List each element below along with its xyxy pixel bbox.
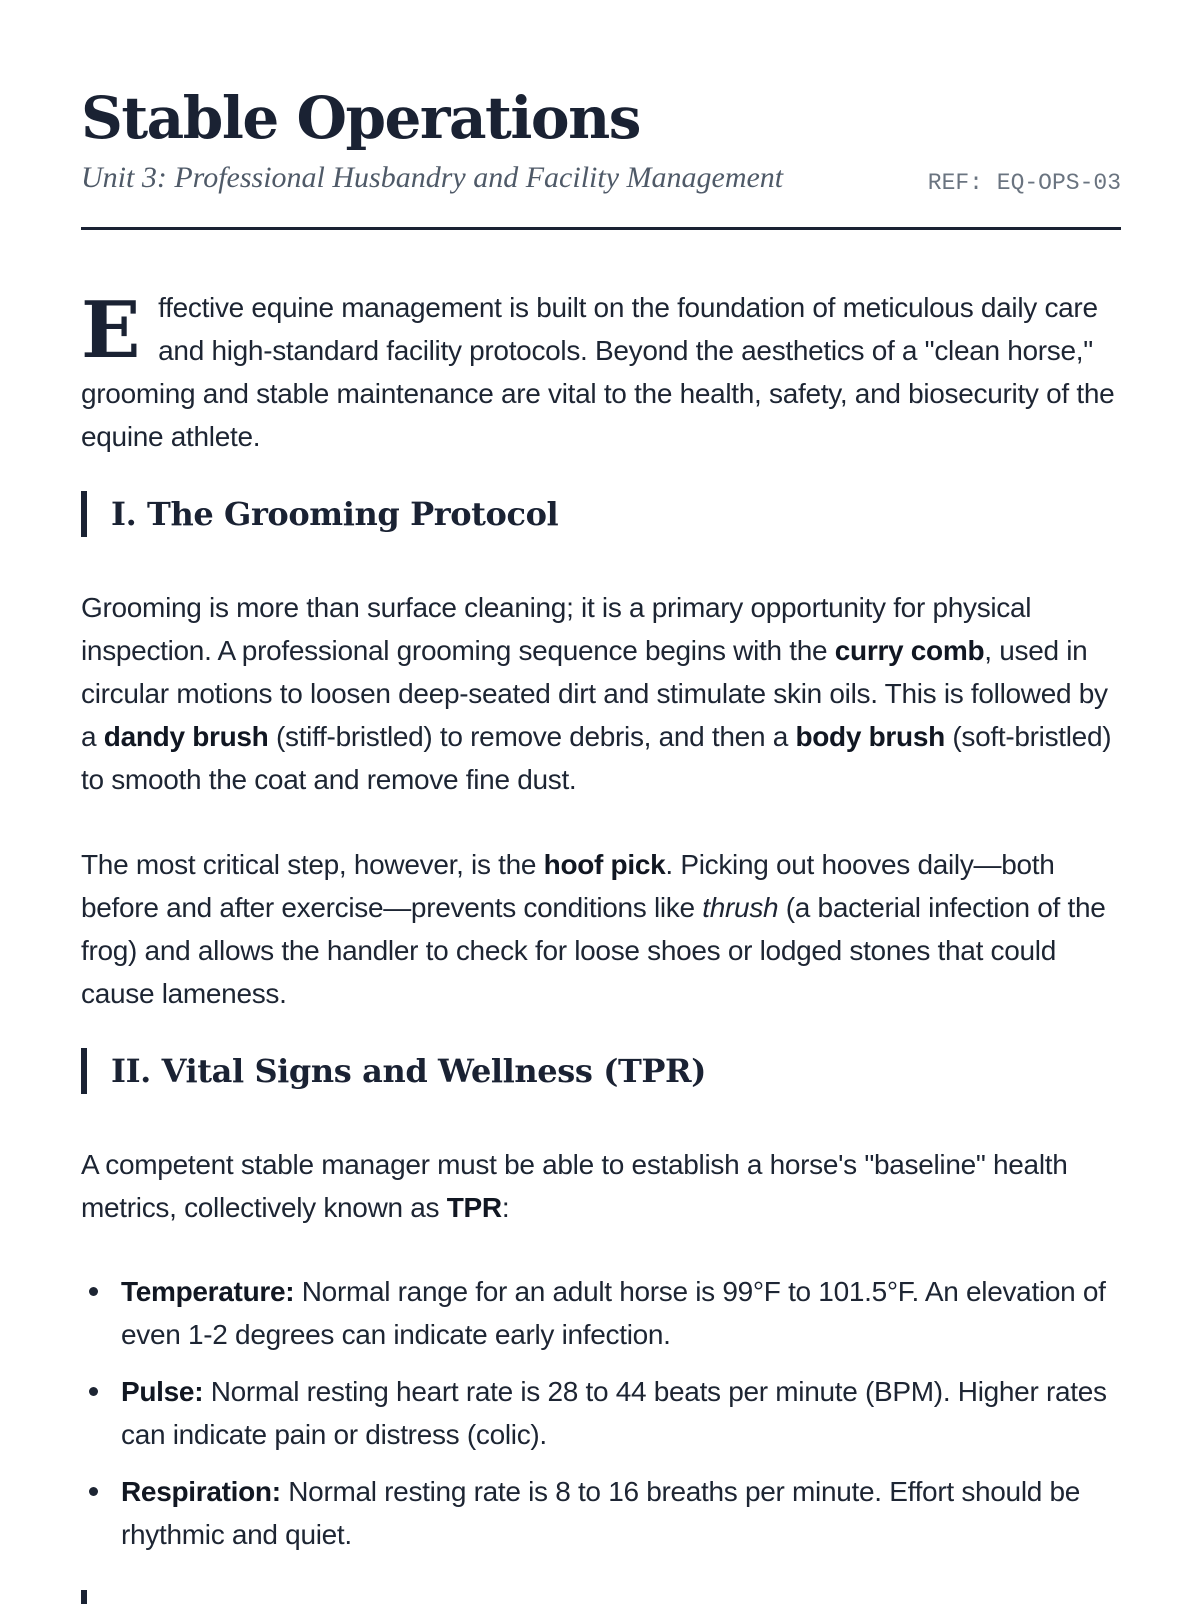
bullet-text: Normal resting heart rate is 28 to 44 beats per minute (BPM). Higher rates can indicate pain or distress (colic). bbox=[121, 1376, 1107, 1450]
header-divider bbox=[81, 227, 1121, 230]
text-run: Grooming is more than surface cleaning; it is a primary opportunity for physical inspection. A professional grooming sequence begins with the bbox=[81, 592, 1032, 666]
text-run: (soft-bristled) to smooth the coat and remove fine dust. bbox=[81, 721, 1112, 795]
bullet-label: Temperature: bbox=[121, 1276, 295, 1307]
term-curry-comb: curry comb bbox=[834, 635, 985, 666]
term-body-brush: body brush bbox=[795, 721, 945, 752]
tpr-intro-paragraph bbox=[81, 1143, 1121, 1229]
text-run: , used in circular motions to loosen deep-seated dirt and stimulate skin oils. This is followed by a bbox=[81, 635, 1108, 752]
tpr-bullet-list bbox=[81, 1270, 1121, 1570]
term-thrush: thrush bbox=[702, 892, 779, 923]
text-run: (a bacterial infection of the frog) and allows the handler to check for loose shoes or lodged stones that could cause lameness. bbox=[81, 892, 1106, 1009]
bullet-text: Normal resting rate is 8 to 16 breaths per minute. Effort should be rhythmic and quiet. bbox=[121, 1476, 1081, 1550]
reference-code: REF: EQ-OPS-03 bbox=[927, 170, 1121, 196]
section-heading-grooming: I. The Grooming Protocol bbox=[81, 491, 558, 537]
text-run: A competent stable manager must be able to establish a horse's "baseline" health metrics, collectively known as bbox=[81, 1149, 1068, 1223]
intro-text: ffective equine management is built on the foundation of meticulous daily care and high-standard facility protocols. Beyond the aesthetics of a "clean horse," grooming and stable maintenance are vital to the health, safety, and biosecurity of the equine athlete. bbox=[81, 292, 1115, 452]
term-tpr: TPR bbox=[446, 1192, 502, 1223]
text-run: . Picking out hooves daily—both before and after exercise—prevents conditions like bbox=[81, 849, 1055, 923]
term-dandy-brush: dandy brush bbox=[103, 721, 269, 752]
bullet-text: Normal range for an adult horse is 99°F to 101.5°F. An elevation of even 1-2 degrees can indicate early infection. bbox=[121, 1276, 1106, 1350]
list-item-temperature bbox=[81, 1270, 1121, 1356]
text-run: (stiff-bristled) to remove debris, and then a bbox=[268, 721, 796, 752]
intro-paragraph bbox=[81, 286, 1121, 458]
text-run: : bbox=[501, 1192, 510, 1223]
term-hoof-pick: hoof pick bbox=[543, 849, 666, 880]
grooming-paragraph-1 bbox=[81, 586, 1121, 801]
section-heading-vital-signs: II. Vital Signs and Wellness (TPR) bbox=[81, 1048, 706, 1094]
bullet-label: Respiration: bbox=[121, 1476, 281, 1507]
list-item-respiration bbox=[81, 1470, 1121, 1556]
bullet-label: Pulse: bbox=[121, 1376, 204, 1407]
grooming-paragraph-2 bbox=[81, 843, 1121, 1015]
page-subtitle: Unit 3: Professional Husbandry and Facility Management bbox=[81, 161, 784, 194]
next-section-accent-bar bbox=[81, 1590, 87, 1604]
text-run: The most critical step, however, is the bbox=[81, 849, 544, 880]
drop-cap: E bbox=[81, 285, 141, 376]
page-title: Stable Operations bbox=[81, 84, 640, 152]
list-item-pulse bbox=[81, 1370, 1121, 1456]
